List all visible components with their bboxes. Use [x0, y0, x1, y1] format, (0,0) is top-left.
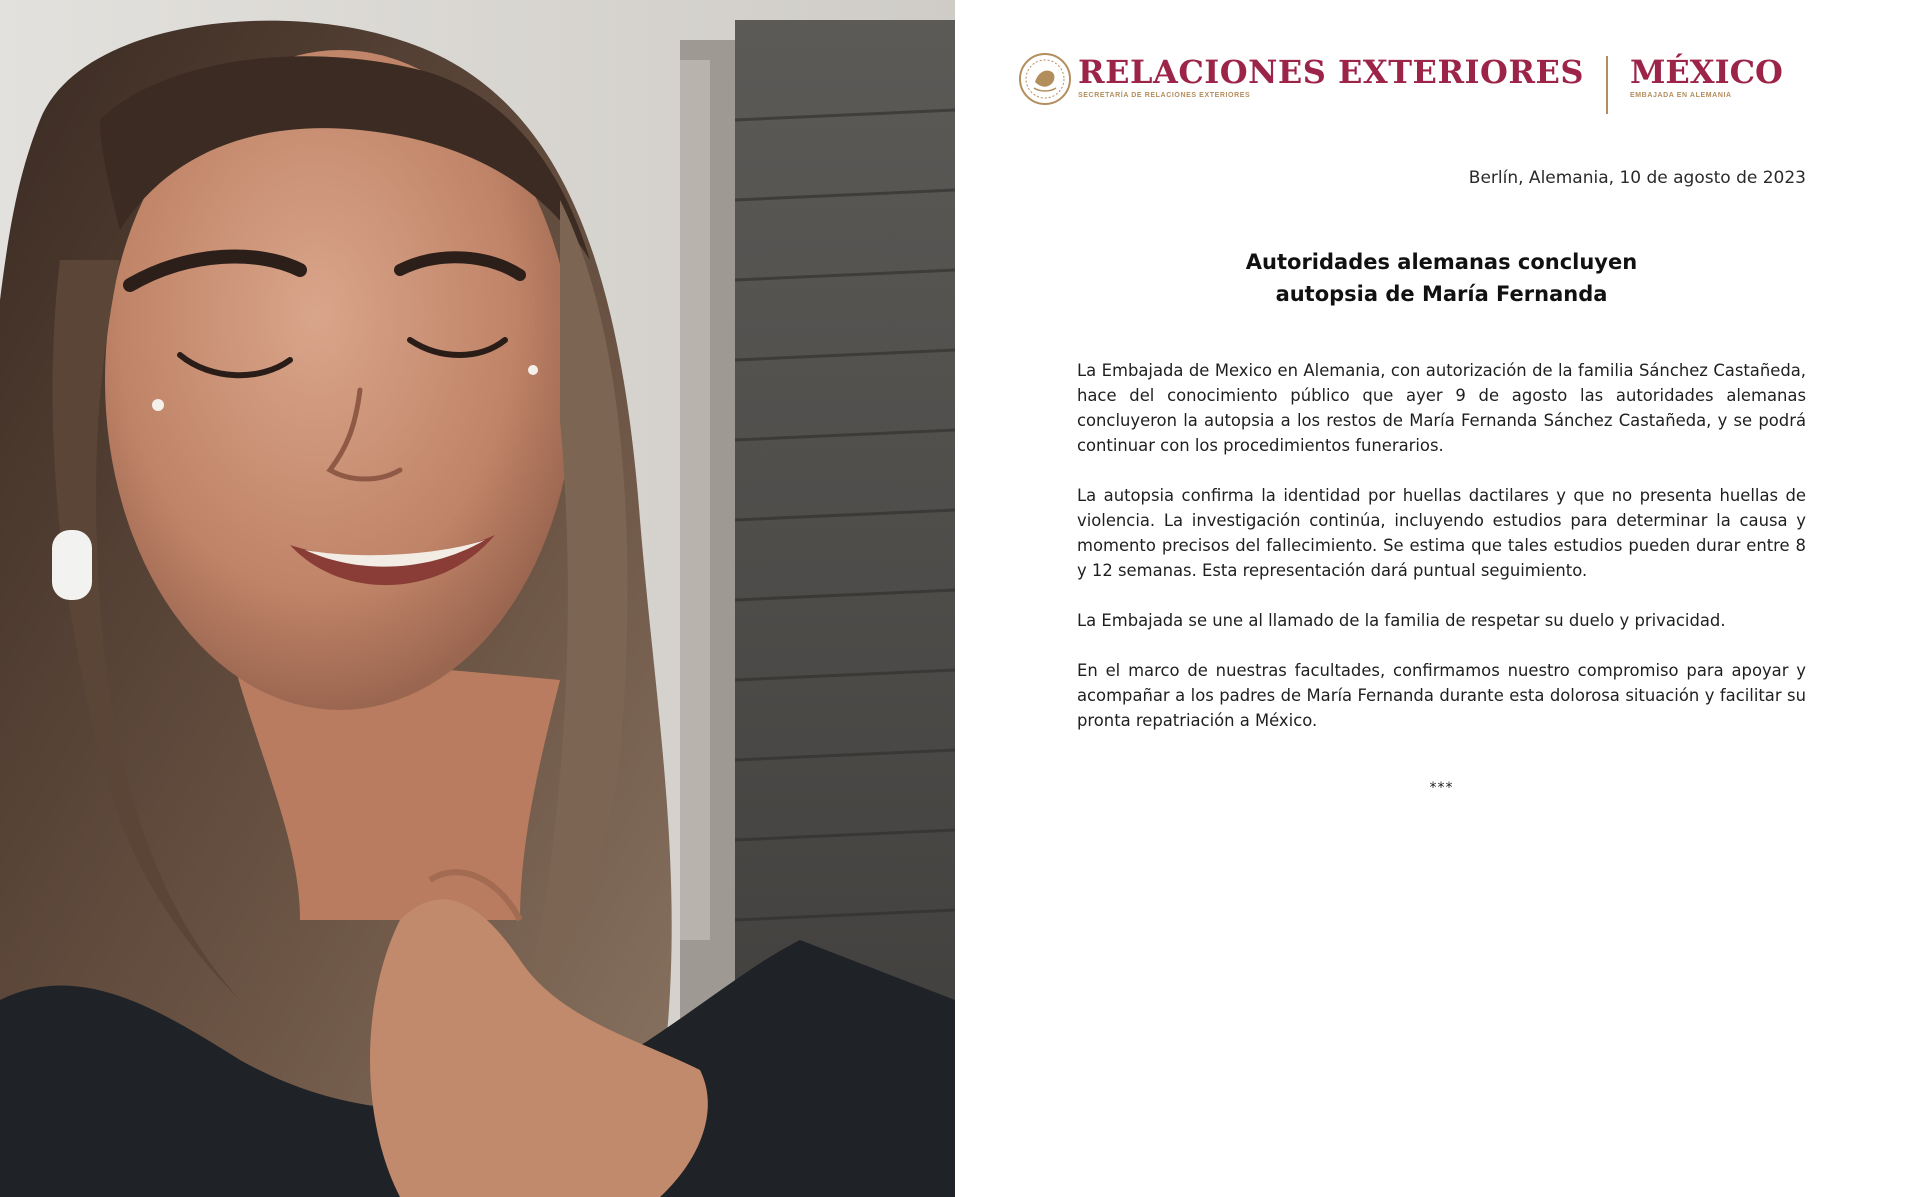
portrait-illustration: [0, 0, 955, 1197]
dateline: Berlín, Alemania, 10 de agosto de 2023: [1468, 168, 1806, 188]
paragraph-1: La Embajada de Mexico en Alemania, con autorización de la familia Sánchez Castañeda, hace del conocimiento público que ayer 9 de agosto las autoridades alemanas concluyeron la autopsia a los restos de María Fernanda Sánchez Castañeda, y se podrá continuar con los procedimientos funerarios.: [1077, 361, 1806, 455]
letterhead-divider: [1606, 56, 1608, 114]
headline-line-1: Autoridades alemanas concluyen: [1245, 250, 1638, 274]
closing-mark: ***: [1429, 780, 1454, 796]
paragraph-2: La autopsia confirma la identidad por huellas dactilares y que no presenta huellas de violencia. La investigación continúa, incluyendo estudios para determinar la causa y momento precisos del fallecimiento. Se estima que tales estudios pueden durar entre 8 y 12 semanas. Esta representación dará puntual seguimiento.: [1077, 486, 1806, 580]
ministry-name: RELACIONES EXTERIORES: [1078, 53, 1584, 91]
headline-line-2: autopsia de María Fernanda: [1275, 282, 1608, 306]
headline: [1077, 246, 1806, 310]
country-name: MÉXICO: [1629, 53, 1783, 91]
ministry-subtitle: SECRETARÍA DE RELACIONES EXTERIORES: [1078, 92, 1251, 99]
letterhead: [1018, 50, 1783, 120]
paragraph-3: La Embajada se une al llamado de la familia de respetar su duelo y privacidad.: [1077, 611, 1726, 630]
portrait-photo: [0, 0, 955, 1197]
paragraph-4: En el marco de nuestras facultades, confirmamos nuestro compromiso para apoyar y acompañar a los padres de María Fernanda durante esta dolorosa situación y facilitar su pronta repatriación a México.: [1077, 661, 1806, 730]
embassy-subtitle: EMBAJADA EN ALEMANIA: [1629, 92, 1732, 99]
mexico-seal-icon: [1018, 52, 1072, 106]
body-text: [1077, 358, 1806, 758]
